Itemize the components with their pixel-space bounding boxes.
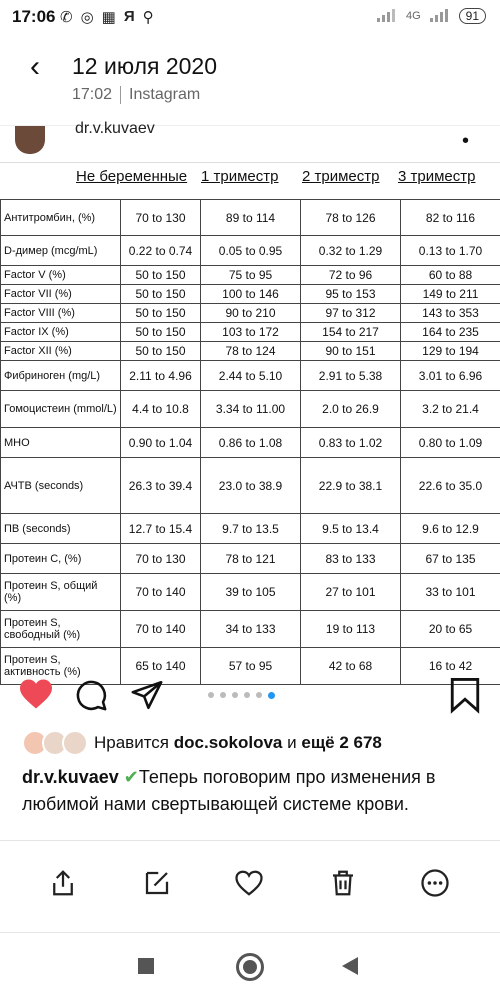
range-value: 26.3 to 39.4 bbox=[121, 458, 201, 514]
likes-line[interactable] bbox=[22, 730, 382, 756]
range-value: 70 to 140 bbox=[121, 574, 201, 611]
battery-indicator: 91 bbox=[459, 8, 486, 24]
table-row bbox=[1, 236, 500, 266]
separator bbox=[120, 86, 121, 104]
likes-middle: и bbox=[287, 733, 297, 752]
range-value: 50 to 150 bbox=[121, 285, 201, 304]
trash-icon[interactable] bbox=[328, 868, 358, 898]
post-caption bbox=[22, 764, 482, 818]
caption-username[interactable]: dr.v.kuvaev bbox=[22, 767, 119, 787]
range-value: 0.83 to 1.02 bbox=[301, 428, 401, 458]
liker-username[interactable]: doc.sokolova bbox=[173, 733, 283, 752]
partial-username: dr.v.kuvaev bbox=[75, 120, 155, 137]
favorite-icon[interactable] bbox=[234, 868, 264, 898]
range-value: 90 to 210 bbox=[201, 304, 301, 323]
range-value: 70 to 140 bbox=[121, 611, 201, 648]
range-value: 70 to 130 bbox=[121, 544, 201, 574]
range-value: 19 to 113 bbox=[301, 611, 401, 648]
range-value: 97 to 312 bbox=[301, 304, 401, 323]
status-time: 17:06 bbox=[12, 7, 56, 26]
col-header: 3 триместр bbox=[398, 168, 476, 185]
range-value: 23.0 to 38.9 bbox=[201, 458, 301, 514]
range-value: 42 to 68 bbox=[301, 648, 401, 685]
range-value: 103 to 172 bbox=[201, 323, 301, 342]
parameter-name: Factor XII (%) bbox=[1, 342, 121, 361]
table-row bbox=[1, 458, 500, 514]
bottom-toolbar bbox=[0, 868, 500, 908]
table-row bbox=[1, 266, 500, 285]
range-value: 82 to 116 bbox=[401, 200, 500, 236]
col-header: Не беременные bbox=[76, 168, 188, 185]
parameter-name: Протеин S, общий (%) bbox=[1, 574, 121, 611]
range-value: 12.7 to 15.4 bbox=[121, 514, 201, 544]
range-value: 0.32 to 1.29 bbox=[301, 236, 401, 266]
carousel-dot bbox=[256, 692, 262, 698]
table-row bbox=[1, 544, 500, 574]
search-icon: ⚲ bbox=[142, 9, 154, 26]
parameter-name: ПВ (seconds) bbox=[1, 514, 121, 544]
parameter-name: Factor V (%) bbox=[1, 266, 121, 285]
notification-icons bbox=[60, 8, 154, 26]
comment-icon[interactable] bbox=[74, 678, 108, 712]
range-value: 34 to 133 bbox=[201, 611, 301, 648]
post-source: Instagram bbox=[129, 86, 201, 103]
range-value: 154 to 217 bbox=[301, 323, 401, 342]
range-value: 95 to 153 bbox=[301, 285, 401, 304]
range-value: 22.9 to 38.1 bbox=[301, 458, 401, 514]
check-icon: ✔ bbox=[123, 767, 139, 787]
range-value: 57 to 95 bbox=[201, 648, 301, 685]
status-bar bbox=[0, 0, 500, 36]
range-value: 4.4 to 10.8 bbox=[121, 391, 201, 428]
range-value: 33 to 101 bbox=[401, 574, 500, 611]
range-value: 39 to 105 bbox=[201, 574, 301, 611]
range-value: 129 to 194 bbox=[401, 342, 500, 361]
post-actions bbox=[0, 670, 500, 720]
range-value: 78 to 121 bbox=[201, 544, 301, 574]
parameter-name: Factor VII (%) bbox=[1, 285, 121, 304]
range-value: 2.0 to 26.9 bbox=[301, 391, 401, 428]
range-value: 164 to 235 bbox=[401, 323, 500, 342]
range-value: 0.80 to 1.09 bbox=[401, 428, 500, 458]
more-options-icon[interactable] bbox=[420, 868, 450, 898]
coagulation-table bbox=[0, 199, 500, 685]
range-value: 50 to 150 bbox=[121, 266, 201, 285]
likes-count[interactable]: ещё 2 678 bbox=[301, 733, 382, 752]
parameter-name: Протеин S, свободный (%) bbox=[1, 611, 121, 648]
carousel-dot bbox=[220, 692, 226, 698]
carousel-dot bbox=[208, 692, 214, 698]
more-icon: • bbox=[462, 130, 470, 152]
carousel-dot bbox=[244, 692, 250, 698]
table-row bbox=[1, 304, 500, 323]
carousel-dot bbox=[232, 692, 238, 698]
table-row bbox=[1, 428, 500, 458]
col-header: 2 триместр bbox=[302, 168, 380, 185]
range-value: 83 to 133 bbox=[301, 544, 401, 574]
range-value: 3.2 to 21.4 bbox=[401, 391, 500, 428]
range-value: 65 to 140 bbox=[121, 648, 201, 685]
range-value: 78 to 126 bbox=[301, 200, 401, 236]
heart-icon[interactable] bbox=[18, 678, 54, 710]
parameter-name: Фибриноген (mg/L) bbox=[1, 361, 121, 391]
range-value: 50 to 150 bbox=[121, 304, 201, 323]
divider bbox=[0, 840, 500, 841]
liker-avatar bbox=[62, 730, 88, 756]
parameter-name: Протеин S, активность (%) bbox=[1, 648, 121, 685]
post-image bbox=[0, 120, 500, 678]
range-value: 89 to 114 bbox=[201, 200, 301, 236]
table-row bbox=[1, 574, 500, 611]
range-value: 149 to 211 bbox=[401, 285, 500, 304]
back-icon[interactable] bbox=[342, 957, 358, 975]
range-value: 0.13 to 1.70 bbox=[401, 236, 500, 266]
instagram-icon: ◎ bbox=[80, 9, 94, 26]
range-value: 3.34 to 11.00 bbox=[201, 391, 301, 428]
signal-icon-2 bbox=[429, 9, 451, 23]
author-avatar[interactable] bbox=[15, 126, 45, 154]
parameter-name: Антитромбин, (%) bbox=[1, 200, 121, 236]
range-value: 75 to 95 bbox=[201, 266, 301, 285]
table-row bbox=[1, 391, 500, 428]
parameter-name: Factor VIII (%) bbox=[1, 304, 121, 323]
parameter-name: МНО bbox=[1, 428, 121, 458]
range-value: 27 to 101 bbox=[301, 574, 401, 611]
calendar-icon: ▦ bbox=[101, 9, 116, 26]
system-nav-bar bbox=[0, 945, 500, 990]
likes-prefix: Нравится bbox=[94, 733, 170, 752]
caption-text: Теперь поговорим про изменения в любимой нами свертывающей системе крови. bbox=[22, 767, 436, 814]
parameter-name: Протеин С, (%) bbox=[1, 544, 121, 574]
range-value: 72 to 96 bbox=[301, 266, 401, 285]
post-time: 17:02 bbox=[72, 86, 113, 103]
range-value: 2.44 to 5.10 bbox=[201, 361, 301, 391]
viewer-header bbox=[0, 36, 500, 116]
table-row bbox=[1, 342, 500, 361]
range-value: 67 to 135 bbox=[401, 544, 500, 574]
share-upload-icon[interactable] bbox=[48, 868, 78, 898]
range-value: 0.86 to 1.08 bbox=[201, 428, 301, 458]
parameter-name: D-димер (mcg/mL) bbox=[1, 236, 121, 266]
yandex-icon: Я bbox=[123, 8, 135, 25]
range-value: 2.11 to 4.96 bbox=[121, 361, 201, 391]
range-value: 16 to 42 bbox=[401, 648, 500, 685]
range-value: 22.6 to 35.0 bbox=[401, 458, 500, 514]
table-row bbox=[1, 200, 500, 236]
range-value: 2.91 to 5.38 bbox=[301, 361, 401, 391]
range-value: 143 to 353 bbox=[401, 304, 500, 323]
home-icon[interactable] bbox=[236, 953, 264, 981]
range-value: 0.90 to 1.04 bbox=[121, 428, 201, 458]
bookmark-icon[interactable] bbox=[448, 676, 482, 714]
parameter-name: Гомоцистеин (mmol/L) bbox=[1, 391, 121, 428]
status-right bbox=[376, 8, 486, 24]
table-row bbox=[1, 361, 500, 391]
range-value: 9.6 to 12.9 bbox=[401, 514, 500, 544]
column-headers bbox=[0, 168, 500, 188]
carousel-indicator bbox=[208, 692, 275, 699]
range-value: 20 to 65 bbox=[401, 611, 500, 648]
range-value: 0.22 to 0.74 bbox=[121, 236, 201, 266]
liker-avatars bbox=[22, 730, 88, 756]
back-arrow-icon[interactable]: ‹ bbox=[30, 50, 40, 83]
table-row bbox=[1, 285, 500, 304]
range-value: 100 to 146 bbox=[201, 285, 301, 304]
range-value: 3.01 to 6.96 bbox=[401, 361, 500, 391]
signal-icon bbox=[376, 9, 398, 23]
range-value: 0.05 to 0.95 bbox=[201, 236, 301, 266]
table-row bbox=[1, 514, 500, 544]
range-value: 60 to 88 bbox=[401, 266, 500, 285]
share-icon[interactable] bbox=[130, 678, 164, 712]
range-value: 90 to 151 bbox=[301, 342, 401, 361]
range-value: 70 to 130 bbox=[121, 200, 201, 236]
divider bbox=[0, 932, 500, 933]
table-row bbox=[1, 611, 500, 648]
parameter-name: Factor IX (%) bbox=[1, 323, 121, 342]
carousel-dot-active bbox=[268, 692, 275, 699]
recent-apps-icon[interactable] bbox=[138, 958, 154, 974]
range-value: 50 to 150 bbox=[121, 323, 201, 342]
edit-icon[interactable] bbox=[142, 868, 172, 898]
divider bbox=[0, 162, 500, 163]
network-type: 4G bbox=[405, 10, 421, 22]
subtitle bbox=[72, 86, 200, 104]
range-value: 50 to 150 bbox=[121, 342, 201, 361]
parameter-name: АЧТВ (seconds) bbox=[1, 458, 121, 514]
range-value: 9.5 to 13.4 bbox=[301, 514, 401, 544]
range-value: 78 to 124 bbox=[201, 342, 301, 361]
table-row bbox=[1, 323, 500, 342]
page-title: 12 июля 2020 bbox=[72, 53, 217, 79]
whatsapp-icon: ✆ bbox=[60, 9, 73, 26]
col-header: 1 триместр bbox=[201, 168, 279, 185]
range-value: 9.7 to 13.5 bbox=[201, 514, 301, 544]
